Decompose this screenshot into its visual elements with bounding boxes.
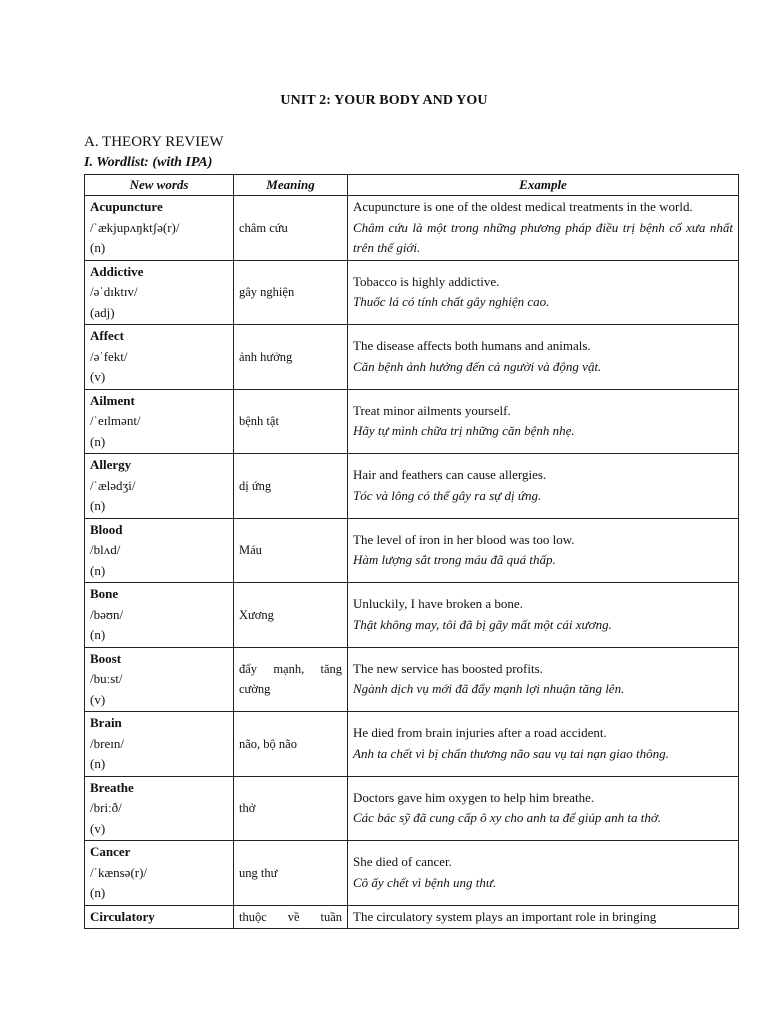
word-cell bbox=[85, 325, 234, 390]
meaning: thở bbox=[234, 776, 348, 841]
example-vietnamese: Châm cứu là một trong những phương pháp điều trị bệnh cổ xưa nhất trên thế giới. bbox=[353, 219, 733, 255]
example-cell bbox=[348, 905, 739, 929]
word-cell bbox=[85, 518, 234, 583]
table-row bbox=[85, 712, 739, 777]
word: Addictive bbox=[90, 263, 144, 279]
example-vietnamese: Ngành dịch vụ mới đã đẩy mạnh lợi nhuận tăng lên. bbox=[353, 681, 625, 697]
example-cell bbox=[348, 196, 739, 261]
table-header-row bbox=[85, 175, 739, 196]
word: Affect bbox=[90, 328, 124, 343]
ipa: /breɪn/ bbox=[90, 735, 124, 751]
table-row bbox=[85, 583, 739, 648]
example-english: The level of iron in her blood was too low. bbox=[353, 531, 575, 547]
table-row bbox=[85, 325, 739, 390]
meaning: ung thư bbox=[234, 841, 348, 906]
word: Cancer bbox=[90, 844, 131, 859]
part-of-speech: (n) bbox=[90, 498, 106, 513]
example-cell bbox=[348, 776, 739, 841]
example-cell bbox=[348, 325, 739, 390]
example-english: Treat minor ailments yourself. bbox=[353, 402, 511, 418]
meaning: Xương bbox=[234, 583, 348, 648]
meaning: dị ứng bbox=[234, 454, 348, 519]
part-of-speech: (n) bbox=[90, 885, 106, 900]
example-english: The circulatory system plays an important role in bringing bbox=[353, 908, 657, 924]
example-english: She died of cancer. bbox=[353, 854, 452, 870]
table-row bbox=[85, 389, 739, 454]
example-cell bbox=[348, 454, 739, 519]
example-english: Tobacco is highly addictive. bbox=[353, 273, 500, 289]
word-cell bbox=[85, 389, 234, 454]
section-title: A. THEORY REVIEW bbox=[84, 134, 224, 150]
table-row bbox=[85, 518, 739, 583]
meaning: Máu bbox=[234, 518, 348, 583]
example-cell bbox=[348, 518, 739, 583]
word: Brain bbox=[90, 715, 122, 730]
word-cell bbox=[85, 712, 234, 777]
ipa: /ˈeɪlmənt/ bbox=[90, 413, 141, 428]
word-cell bbox=[85, 196, 234, 261]
word-cell bbox=[85, 647, 234, 712]
ipa: /ˈkænsə(r)/ bbox=[90, 864, 148, 880]
word-cell bbox=[85, 260, 234, 325]
part-of-speech: (adj) bbox=[90, 304, 115, 320]
word-cell bbox=[85, 905, 234, 929]
example-vietnamese: Anh ta chết vì bị chấn thương não sau vụ tai nạn giao thông. bbox=[353, 745, 669, 761]
part-of-speech: (n) bbox=[90, 627, 106, 642]
part-of-speech: (n) bbox=[90, 756, 106, 771]
meaning: não, bộ não bbox=[234, 712, 348, 777]
table-row bbox=[85, 260, 739, 325]
ipa: /əˈdɪktɪv/ bbox=[90, 284, 138, 299]
wordlist-table bbox=[84, 174, 739, 929]
part-of-speech: (n) bbox=[90, 240, 106, 255]
word: Bone bbox=[90, 586, 119, 601]
ipa: /briːð/ bbox=[90, 800, 122, 815]
word: Ailment bbox=[90, 392, 135, 408]
example-english: He died from brain injuries after a road accident. bbox=[353, 725, 607, 741]
meaning: bệnh tật bbox=[234, 389, 348, 454]
subsection-title: I. Wordlist: (with IPA) bbox=[84, 155, 213, 170]
example-vietnamese: Hãy tự mình chữa trị những căn bệnh nhẹ. bbox=[353, 423, 575, 439]
example-vietnamese: Các bác sỹ đã cung cấp ô xy cho anh ta để giúp anh ta thở. bbox=[353, 810, 662, 826]
column-header-new-words: New words bbox=[85, 175, 234, 196]
example-cell bbox=[348, 841, 739, 906]
ipa: /əˈfekt/ bbox=[90, 348, 128, 364]
example-cell bbox=[348, 647, 739, 712]
example-cell bbox=[348, 583, 739, 648]
meaning: ảnh hưởng bbox=[234, 325, 348, 390]
word: Allergy bbox=[90, 457, 132, 472]
word: Acupuncture bbox=[90, 199, 163, 214]
table-row bbox=[85, 841, 739, 906]
ipa: /blʌd/ bbox=[90, 542, 121, 557]
word-cell bbox=[85, 583, 234, 648]
ipa: /buːst/ bbox=[90, 671, 123, 686]
example-english: Hair and feathers can cause allergies. bbox=[353, 467, 547, 483]
ipa: /ˈælədʒi/ bbox=[90, 477, 136, 493]
example-vietnamese: Thuốc lá có tính chất gây nghiện cao. bbox=[353, 294, 550, 310]
example-cell bbox=[348, 389, 739, 454]
part-of-speech: (v) bbox=[90, 691, 106, 707]
example-cell bbox=[348, 712, 739, 777]
word-cell bbox=[85, 776, 234, 841]
word: Circulatory bbox=[90, 908, 155, 924]
part-of-speech: (n) bbox=[90, 433, 106, 449]
part-of-speech: (n) bbox=[90, 562, 106, 578]
example-vietnamese: Căn bệnh ảnh hưởng đến cả người và động vật. bbox=[353, 358, 602, 374]
table-row bbox=[85, 196, 739, 261]
meaning: châm cứu bbox=[234, 196, 348, 261]
example-english: The disease affects both humans and animals. bbox=[353, 338, 591, 354]
ipa: /ˈækjupʌŋktʃə(r)/ bbox=[90, 219, 180, 235]
example-english: Doctors gave him oxygen to help him breathe. bbox=[353, 789, 595, 805]
example-vietnamese: Hàm lượng sắt trong máu đã quá thấp. bbox=[353, 552, 556, 568]
table-row bbox=[85, 776, 739, 841]
example-cell bbox=[348, 260, 739, 325]
example-english: Acupuncture is one of the oldest medical treatments in the world. bbox=[353, 199, 693, 214]
example-english: The new service has boosted profits. bbox=[353, 660, 543, 676]
word-cell bbox=[85, 841, 234, 906]
part-of-speech: (v) bbox=[90, 369, 106, 384]
example-vietnamese: Cô ấy chết vì bệnh ung thư. bbox=[353, 874, 497, 890]
example-vietnamese: Tóc và lông có thể gây ra sự dị ứng. bbox=[353, 487, 542, 503]
meaning: đẩy mạnh, tăng cường bbox=[234, 647, 348, 712]
table-row bbox=[85, 454, 739, 519]
column-header-meaning: Meaning bbox=[234, 175, 348, 196]
ipa: /bəʊn/ bbox=[90, 606, 124, 622]
table-row bbox=[85, 647, 739, 712]
part-of-speech: (v) bbox=[90, 820, 106, 836]
example-english: Unluckily, I have broken a bone. bbox=[353, 596, 523, 612]
unit-title: UNIT 2: YOUR BODY AND YOU bbox=[280, 93, 488, 108]
meaning: thuộc về tuần bbox=[234, 905, 348, 929]
word: Blood bbox=[90, 521, 123, 537]
column-header-example: Example bbox=[348, 175, 739, 196]
word-cell bbox=[85, 454, 234, 519]
meaning: gây nghiện bbox=[234, 260, 348, 325]
word: Breathe bbox=[90, 779, 134, 795]
example-vietnamese: Thật không may, tôi đã bị gãy mất một cái xương. bbox=[353, 616, 612, 632]
word: Boost bbox=[90, 650, 122, 666]
table-row bbox=[85, 905, 739, 929]
